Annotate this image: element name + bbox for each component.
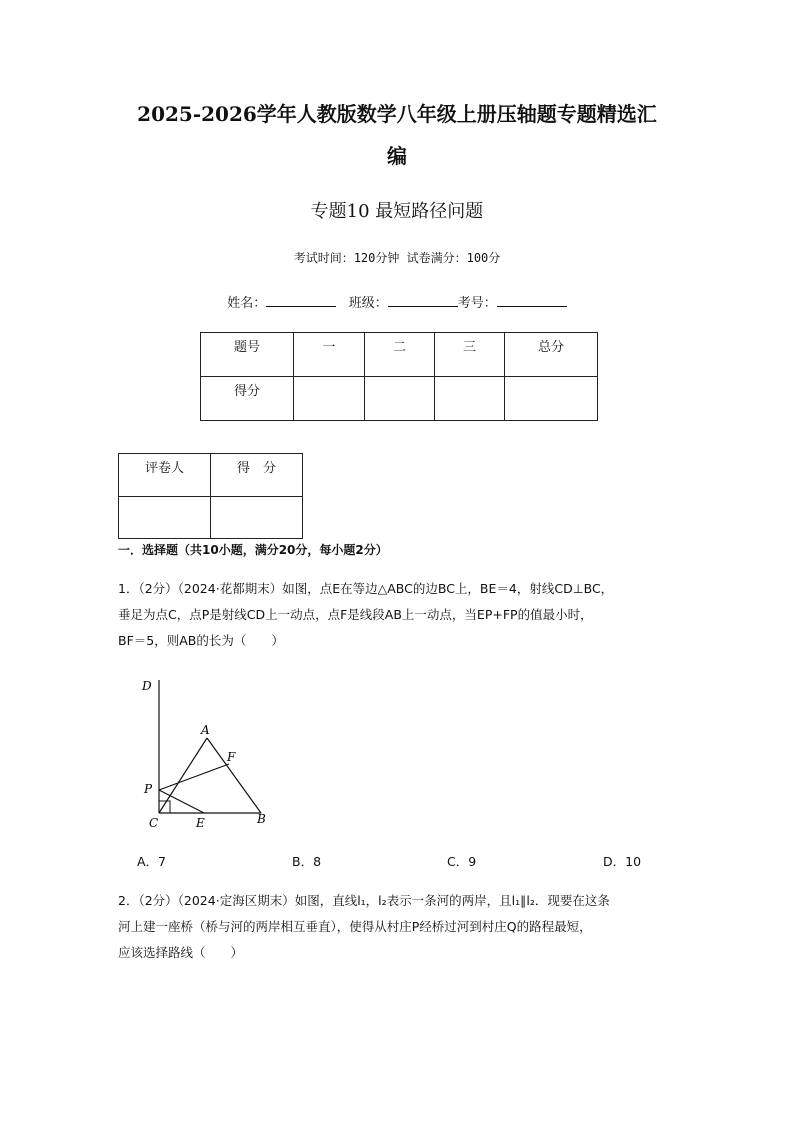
grader-cell[interactable] xyxy=(119,497,211,539)
label-p: P xyxy=(144,782,153,796)
q1-line: BF＝5，则AB的长为（ ） xyxy=(118,633,284,648)
number-blank[interactable] xyxy=(497,294,567,307)
label-f: F xyxy=(227,750,236,764)
name-label: 姓名： xyxy=(227,296,267,311)
segment-pf xyxy=(159,764,229,790)
score-header-cell: 总分 xyxy=(505,333,598,377)
grader-header-cell: 评卷人 xyxy=(119,454,211,497)
grader-cell[interactable] xyxy=(211,497,303,539)
grader-table xyxy=(118,453,303,539)
q2-line: 河上建一座桥（桥与河的两岸相互垂直），使得从村庄P经桥过河到村庄Q的路程最短， xyxy=(118,919,592,934)
q1-option-a[interactable]: A．7 xyxy=(137,854,167,869)
student-fields xyxy=(0,292,794,311)
section-heading: 一．选择题（共10小题，满分20分，每小题2分） xyxy=(118,543,388,557)
score-header-cell: 三 xyxy=(435,333,505,377)
q1-option-d[interactable]: D．10 xyxy=(603,854,642,869)
doc-title-line1: 2025-2026学年人教版数学八年级上册压轴题专题精选汇 xyxy=(137,102,657,126)
score-header-cell: 一 xyxy=(294,333,365,377)
score-cell[interactable] xyxy=(365,377,435,421)
label-a: A xyxy=(201,723,210,737)
name-blank[interactable] xyxy=(266,294,336,307)
question-1 xyxy=(118,576,678,654)
q1-option-c[interactable]: C．9 xyxy=(447,854,477,869)
q2-line: 应该选择路线（ ） xyxy=(118,945,244,960)
score-header-cell: 题号 xyxy=(201,333,294,377)
score-table xyxy=(200,332,598,421)
score-cell[interactable] xyxy=(435,377,505,421)
doc-title-line2: 编 xyxy=(387,144,407,168)
class-label: 班级： xyxy=(348,296,388,311)
doc-subtitle: 专题10 最短路径问题 xyxy=(310,201,484,222)
q1-line: 1．（2分）（2024·花都期末）如图，点E在等边△ABC的边BC上，BE＝4，射线CD⊥BC， xyxy=(118,581,614,596)
q2-line: 2．（2分）（2024·定海区期末）如图，直线l₁，l₂表示一条河的两岸，且l₁∥l₂．现要在这条 xyxy=(118,893,610,908)
score-header-cell: 二 xyxy=(365,333,435,377)
number-label: 考号： xyxy=(457,296,497,311)
label-c: C xyxy=(149,816,159,830)
question-2 xyxy=(118,888,678,966)
q1-option-b[interactable]: B．8 xyxy=(292,854,322,869)
label-d: D xyxy=(142,679,152,693)
grader-header-cell: 得 分 xyxy=(211,454,303,497)
exam-info: 考试时间：120分钟 试卷满分：100分 xyxy=(293,251,501,265)
q1-line: 垂足为点C，点P是射线CD上一动点，点F是线段AB上一动点，当EP+FP的值最小时， xyxy=(118,607,593,622)
score-cell[interactable] xyxy=(294,377,365,421)
class-blank[interactable] xyxy=(388,294,458,307)
label-e: E xyxy=(196,816,205,830)
score-cell[interactable] xyxy=(505,377,598,421)
label-b: B xyxy=(257,812,266,826)
q1-figure xyxy=(130,672,280,837)
score-row-label: 得分 xyxy=(201,377,294,421)
